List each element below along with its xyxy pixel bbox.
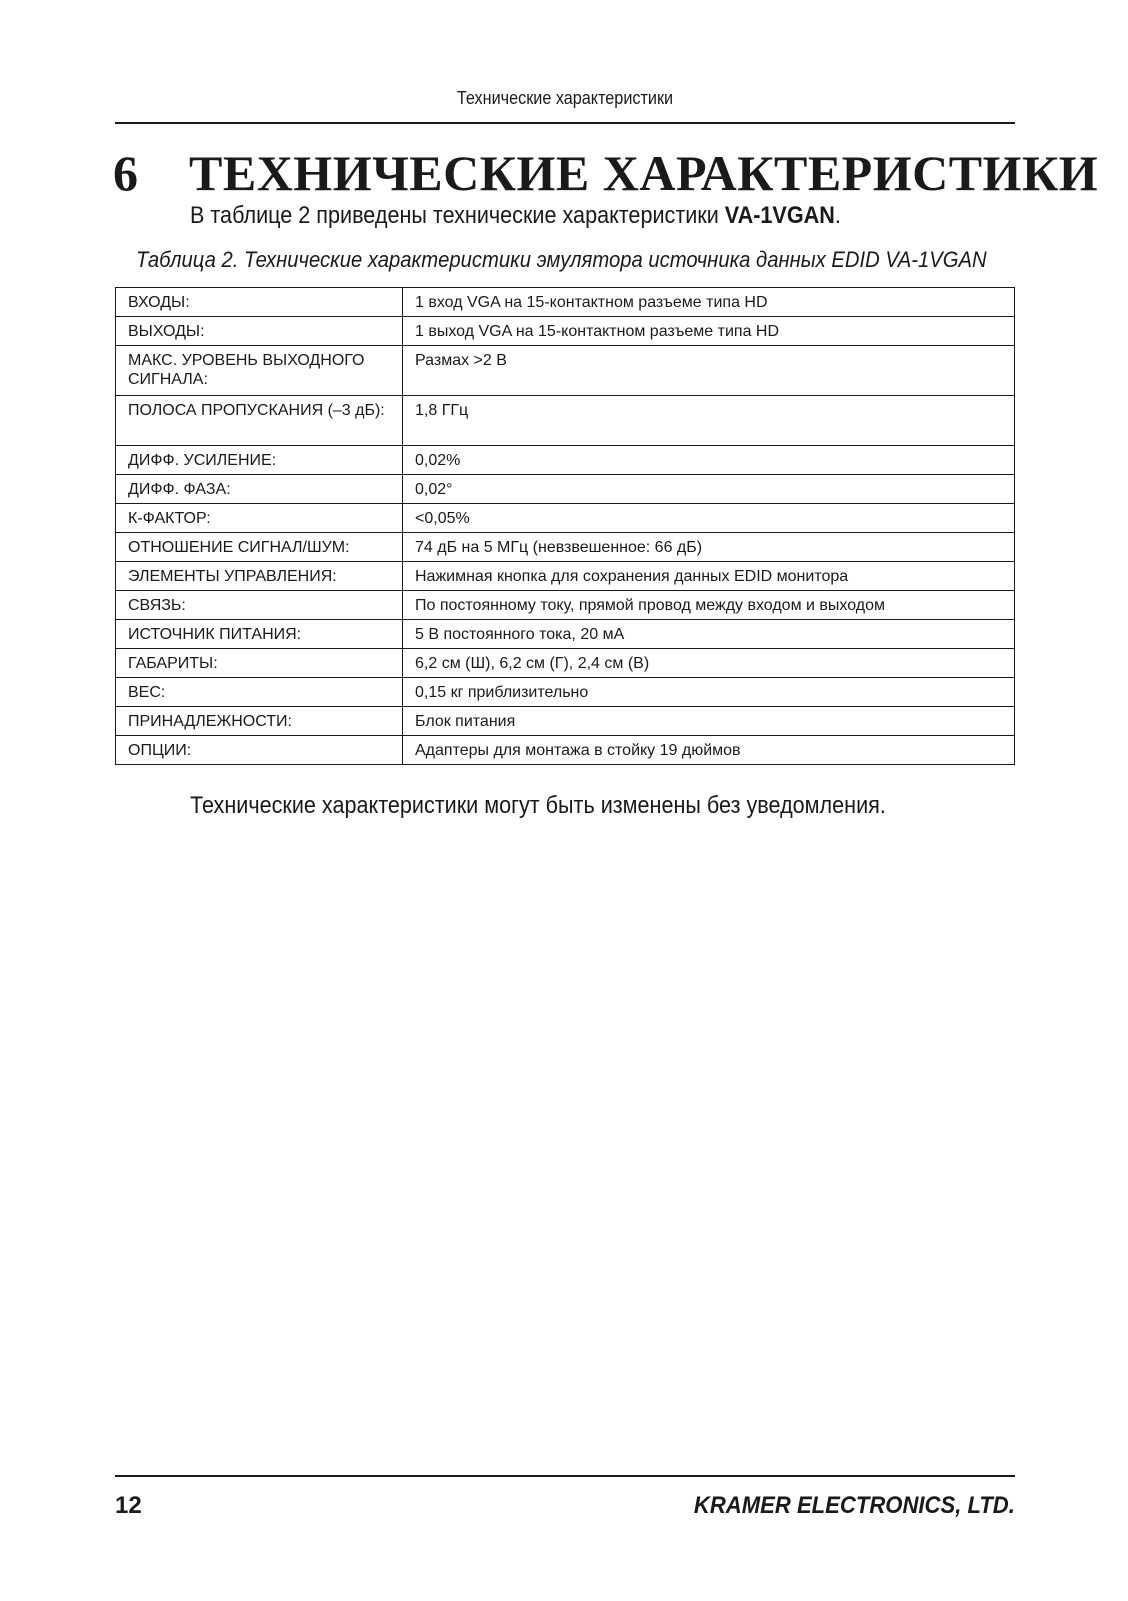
- spec-label: МАКС. УРОВЕНЬ ВЫХОДНОГО СИГНАЛА:: [116, 346, 403, 396]
- spec-value: Адаптеры для монтажа в стойку 19 дюймов: [403, 736, 1015, 765]
- spec-label: ГАБАРИТЫ:: [116, 649, 403, 678]
- spec-label: ВЫХОДЫ:: [116, 317, 403, 346]
- table-row: [116, 446, 1015, 475]
- table-row: [116, 504, 1015, 533]
- model-name: VA-1VGAN: [724, 202, 835, 229]
- table-row: [116, 562, 1015, 591]
- chapter-heading: [113, 144, 1098, 202]
- chapter-title: ТЕХНИЧЕСКИЕ ХАРАКТЕРИСТИКИ: [189, 145, 1099, 201]
- intro-end: .: [834, 202, 841, 229]
- spec-label: ДИФФ. УСИЛЕНИЕ:: [116, 446, 403, 475]
- intro-text: В таблице 2 приведены технические характеристики: [190, 202, 725, 229]
- specs-table: [115, 287, 1015, 765]
- spec-value: 0,02°: [403, 475, 1015, 504]
- spec-label: ВЕС:: [116, 678, 403, 707]
- spec-value: Блок питания: [403, 707, 1015, 736]
- table-row: [116, 475, 1015, 504]
- spec-value: Нажимная кнопка для сохранения данных EDID монитора: [403, 562, 1015, 591]
- footer-rule: [115, 1475, 1015, 1477]
- table-row: [116, 736, 1015, 765]
- spec-label: ПОЛОСА ПРОПУСКАНИЯ (–3 дБ):: [116, 396, 403, 446]
- table-row: [116, 678, 1015, 707]
- table-row: [116, 317, 1015, 346]
- table-row: [116, 396, 1015, 446]
- spec-label: ВХОДЫ:: [116, 288, 403, 317]
- spec-value: 1 выход VGA на 15-контактном разъеме типа HD: [403, 317, 1015, 346]
- spec-label: ПРИНАДЛЕЖНОСТИ:: [116, 707, 403, 736]
- spec-value: 6,2 см (Ш), 6,2 см (Г), 2,4 см (В): [403, 649, 1015, 678]
- specs-table-body: [116, 288, 1015, 765]
- chapter-number: 6: [113, 145, 139, 201]
- spec-value: <0,05%: [403, 504, 1015, 533]
- spec-value: 1,8 ГГц: [403, 396, 1015, 446]
- spec-value: 74 дБ на 5 МГц (невзвешенное: 66 дБ): [403, 533, 1015, 562]
- spec-label: ИСТОЧНИК ПИТАНИЯ:: [116, 620, 403, 649]
- table-row: [116, 620, 1015, 649]
- spec-value: Размах >2 В: [403, 346, 1015, 396]
- table-row: [116, 346, 1015, 396]
- spec-label: СВЯЗЬ:: [116, 591, 403, 620]
- table-row: [116, 533, 1015, 562]
- spec-label: ОТНОШЕНИЕ СИГНАЛ/ШУМ:: [116, 533, 403, 562]
- table-caption: Таблица 2. Технические характеристики эмулятора источника данных EDID VA-1VGAN: [136, 247, 987, 272]
- table-row: [116, 649, 1015, 678]
- spec-label: К-ФАКТОР:: [116, 504, 403, 533]
- spec-value: 0,02%: [403, 446, 1015, 475]
- spec-value: По постоянному току, прямой провод между входом и выходом: [403, 591, 1015, 620]
- table-row: [116, 707, 1015, 736]
- spec-value: 5 В постоянного тока, 20 мА: [403, 620, 1015, 649]
- running-header: Технические характеристики: [456, 88, 674, 108]
- table-row: [116, 591, 1015, 620]
- spec-label: ЭЛЕМЕНТЫ УПРАВЛЕНИЯ:: [116, 562, 403, 591]
- spec-label: ОПЦИИ:: [116, 736, 403, 765]
- change-notice: Технические характеристики могут быть изменены без уведомления.: [190, 792, 886, 819]
- company-name: KRAMER ELECTRONICS, LTD.: [694, 1492, 1015, 1519]
- page-number: 12: [115, 1492, 142, 1519]
- table-row: [116, 288, 1015, 317]
- header-rule: [115, 122, 1015, 124]
- spec-value: 1 вход VGA на 15-контактном разъеме типа HD: [403, 288, 1015, 317]
- spec-value: 0,15 кг приблизительно: [403, 678, 1015, 707]
- intro-paragraph: [190, 202, 841, 230]
- spec-label: ДИФФ. ФАЗА:: [116, 475, 403, 504]
